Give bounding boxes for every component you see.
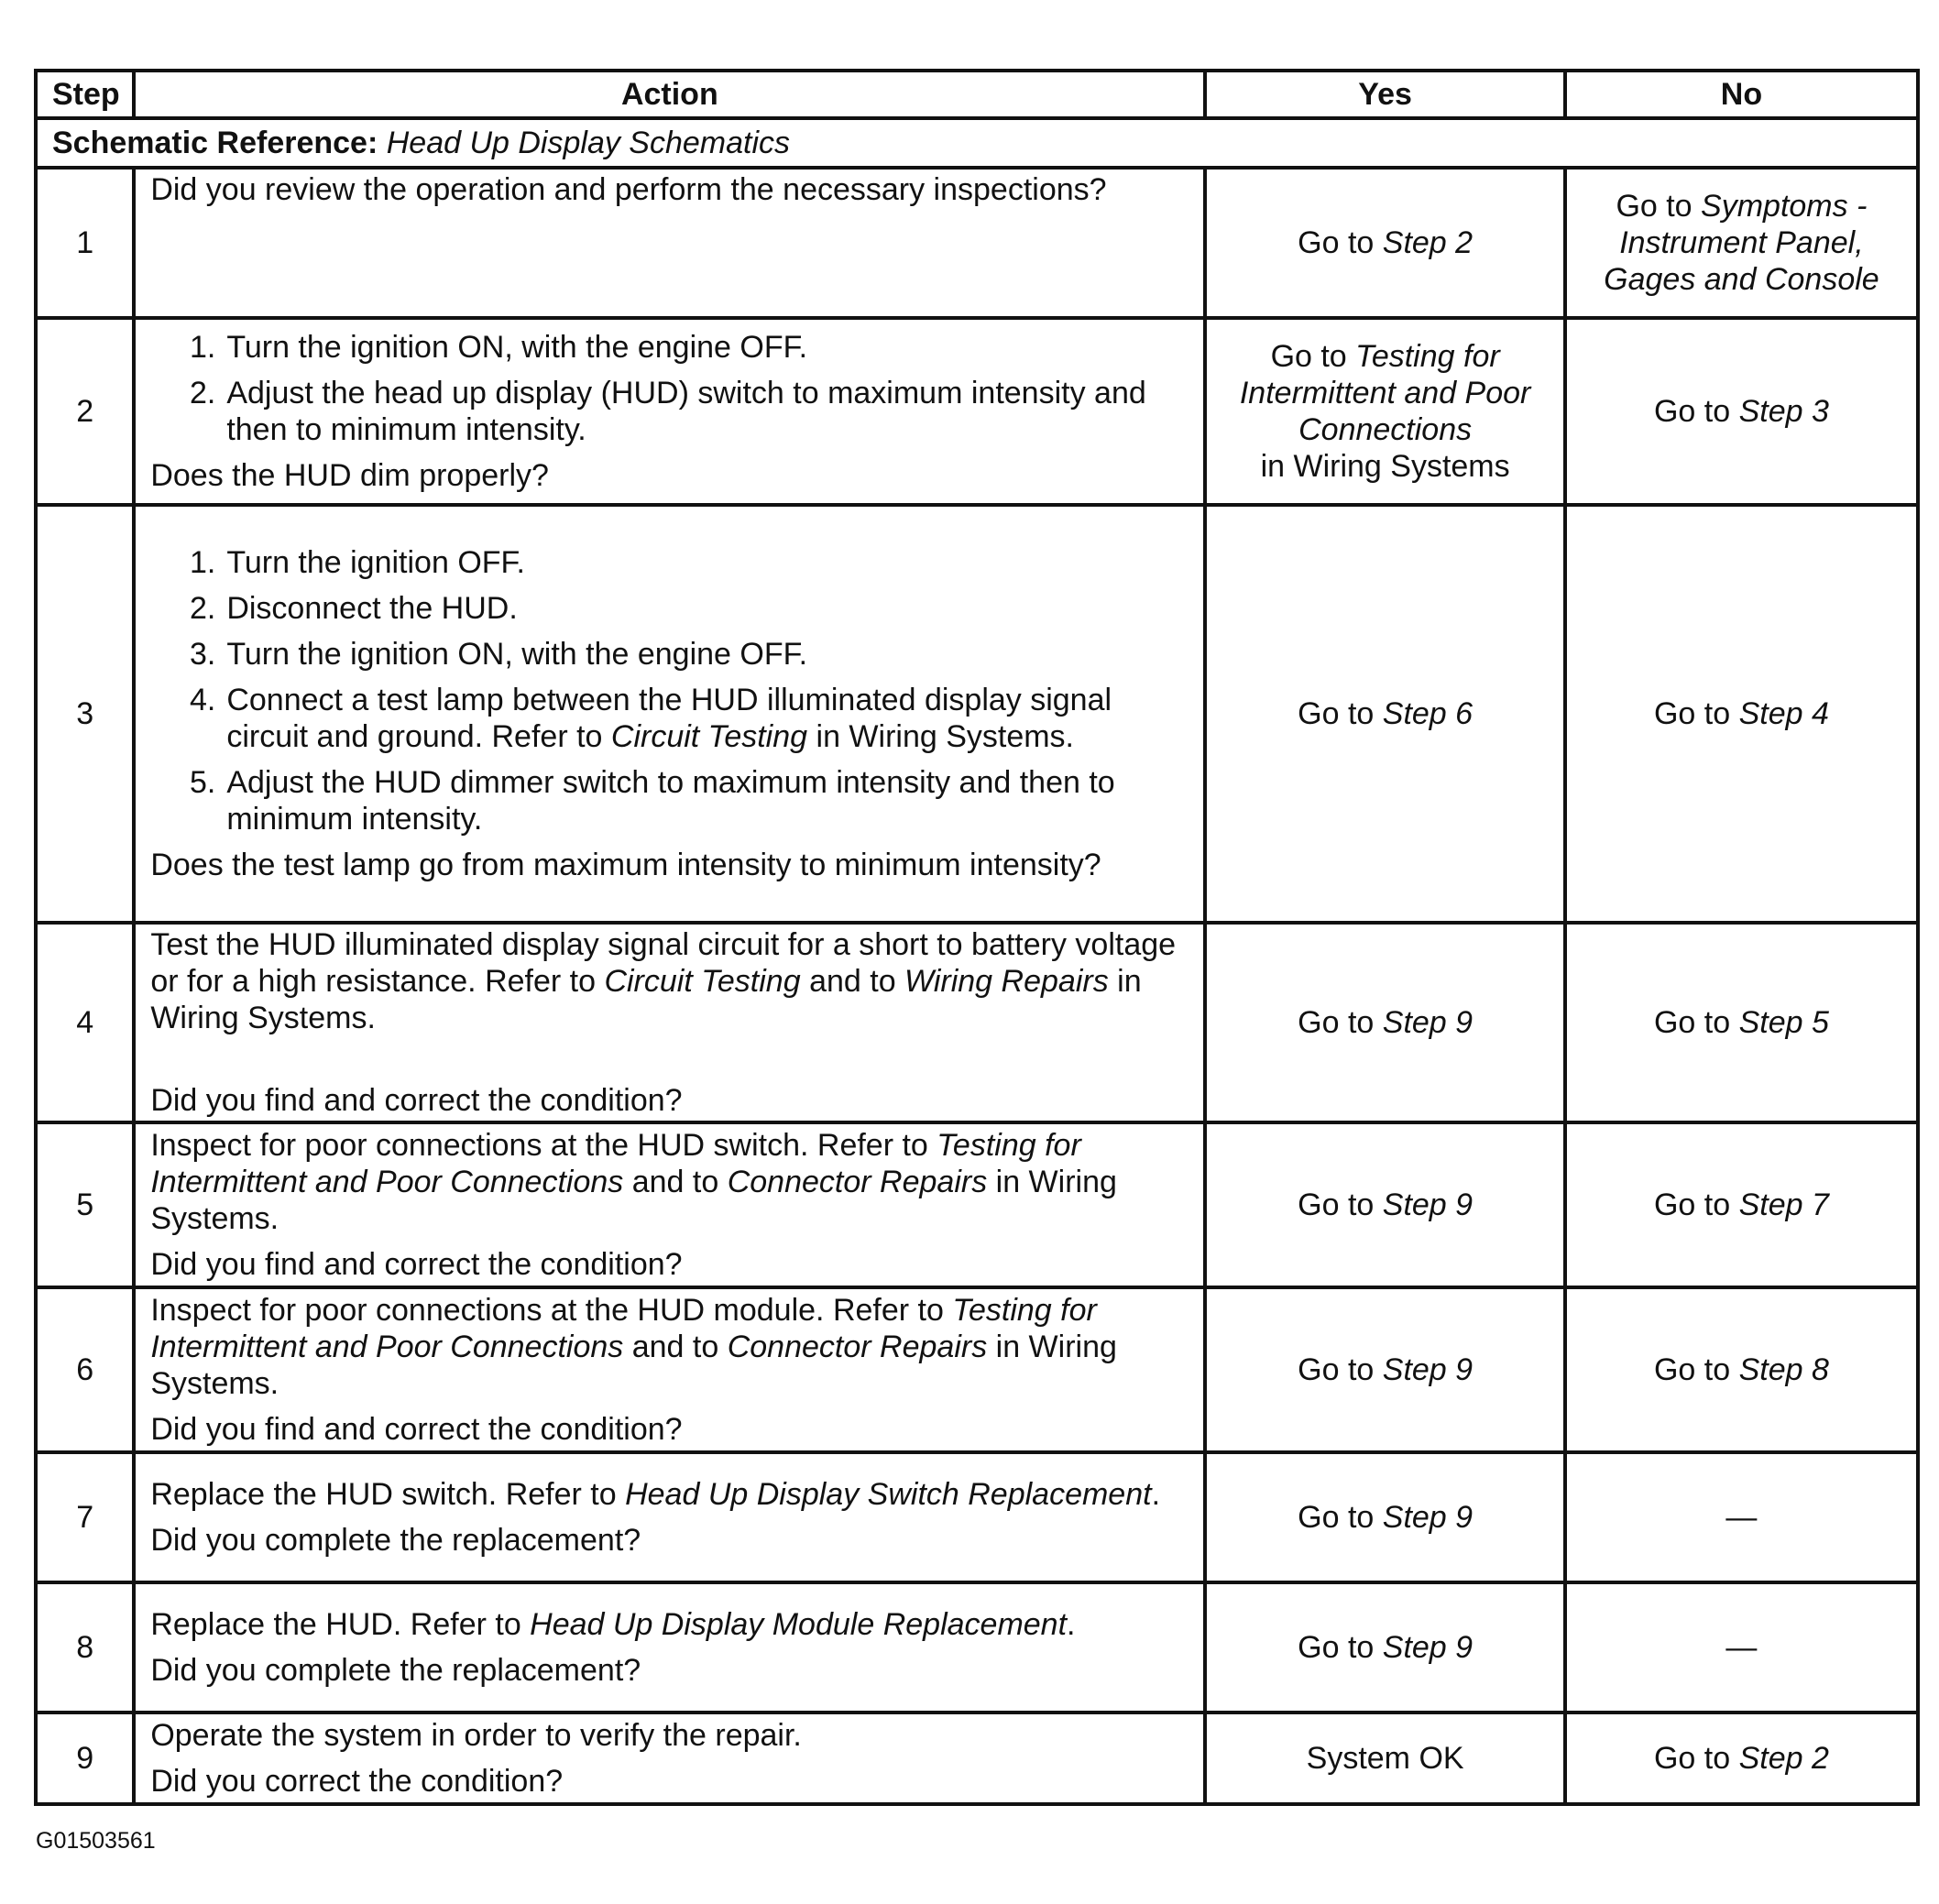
action-cell [134,923,1205,1122]
action-question: Did you complete the replacement? [150,1653,641,1688]
yes-suffix: in Wiring Systems [1260,449,1510,484]
yes-prefix: Go to [1298,1630,1383,1665]
header-action: Action [134,71,1205,118]
no-prefix: Go to [1653,1741,1739,1776]
action-cell [134,168,1205,318]
list-item: 4. Connect a test lamp between the HUD illuminated display signal circuit and ground. Refer to Circuit Testing in Wiring Systems. [189,683,1112,754]
yes-cell [1205,1452,1564,1582]
no-link[interactable]: Step 5 [1738,1005,1829,1040]
action-text: Replace the HUD. Refer to Head Up Display Module Replacement. [150,1607,1076,1642]
no-link[interactable]: Step 2 [1738,1741,1829,1776]
no-cell [1565,923,1918,1122]
action-cell [134,1122,1205,1287]
action-list [150,329,1189,448]
action-link[interactable]: Connector Repairs [727,1165,988,1199]
list-item: 1. Turn the ignition OFF. [189,545,525,580]
yes-link[interactable]: Step 9 [1382,1352,1473,1387]
step-number: 7 [36,1452,134,1582]
step-number: 6 [36,1287,134,1452]
no-cell: — [1565,1582,1918,1713]
list-item: 1. Turn the ignition ON, with the engine OFF. [189,330,808,365]
header-yes: Yes [1205,71,1564,118]
action-cell [134,1452,1205,1582]
circuit-testing-link[interactable]: Circuit Testing [610,719,808,754]
yes-prefix: Go to [1298,1005,1383,1040]
no-link[interactable]: Step 4 [1738,696,1829,731]
schematic-link[interactable]: Head Up Display Schematics [386,126,791,160]
table-row [36,1713,1918,1804]
yes-cell [1205,318,1564,505]
action-text: Operate the system in order to verify the repair. [150,1718,802,1753]
no-link[interactable]: Step 7 [1738,1187,1829,1222]
no-prefix: Go to [1653,394,1739,429]
action-link[interactable]: Head Up Display Switch Replacement [625,1477,1152,1512]
action-text: Replace the HUD switch. Refer to Head Up Display Switch Replacement. [150,1477,1161,1512]
action-link[interactable]: Wiring Repairs [904,964,1109,999]
yes-cell: System OK [1205,1713,1564,1804]
no-cell [1565,318,1918,505]
yes-cell [1205,1287,1564,1452]
no-prefix: Go to [1653,1187,1739,1222]
action-cell [134,318,1205,505]
step-number: 1 [36,168,134,318]
header-no: No [1565,71,1918,118]
table-row [36,318,1918,505]
no-link[interactable]: Step 8 [1738,1352,1829,1387]
table-row [36,505,1918,923]
yes-link[interactable]: Step 9 [1382,1500,1473,1535]
yes-link[interactable]: Step 2 [1382,225,1473,260]
schematic-label: Schematic Reference: [52,126,378,160]
yes-cell [1205,505,1564,923]
yes-link[interactable]: Testing for Intermittent and Poor Connections [1239,339,1531,447]
schematic-reference [36,118,1918,168]
list-item: 3. Turn the ignition ON, with the engine OFF. [189,637,808,672]
yes-prefix: Go to [1298,1500,1383,1535]
schematic-reference-row [36,118,1918,168]
action-text: Test the HUD illuminated display signal circuit for a short to battery voltage or for a high resistance. Refer to Circuit Testing and to Wiring Repairs in Wiring Systems. [150,927,1177,1035]
no-prefix: Go to [1653,1005,1739,1040]
no-prefix: Go to [1653,696,1739,731]
yes-cell [1205,923,1564,1122]
yes-prefix: Go to [1298,1187,1383,1222]
action-link[interactable]: Testing for Intermittent and Poor Connections [150,1128,1081,1199]
no-link[interactable]: Symptoms - Instrument Panel, Gages and Console [1604,189,1879,297]
yes-link[interactable]: Step 9 [1382,1005,1473,1040]
action-text: Inspect for poor connections at the HUD module. Refer to Testing for Intermittent and Poor Connections and to Connector Repairs in Wiring Systems. [150,1293,1117,1401]
yes-prefix: Go to [1298,696,1383,731]
step-number: 5 [36,1122,134,1287]
step-number: 8 [36,1582,134,1713]
no-cell [1565,1122,1918,1287]
action-question: Did you find and correct the condition? [150,1412,683,1447]
no-cell [1565,1287,1918,1452]
table-row [36,1582,1918,1713]
no-prefix: Go to [1616,189,1702,224]
action-cell [134,1582,1205,1713]
step-number: 4 [36,923,134,1122]
step-number: 3 [36,505,134,923]
step-number: 9 [36,1713,134,1804]
action-question: Does the test lamp go from maximum intensity to minimum intensity? [150,848,1101,882]
yes-prefix: Go to [1298,1352,1383,1387]
no-cell [1565,505,1918,923]
yes-prefix: Go to [1270,339,1356,374]
yes-prefix: Go to [1298,225,1383,260]
action-link[interactable]: Testing for Intermittent and Poor Connections [150,1293,1097,1364]
no-cell [1565,1713,1918,1804]
no-link[interactable]: Step 3 [1738,394,1829,429]
action-question: Did you find and correct the condition? [150,1083,683,1118]
yes-cell [1205,1582,1564,1713]
action-cell [134,1713,1205,1804]
table-row [36,923,1918,1122]
action-question: Did you find and correct the condition? [150,1247,683,1282]
no-cell: — [1565,1452,1918,1582]
action-question: Did you complete the replacement? [150,1523,641,1558]
list-item: 5. Adjust the HUD dimmer switch to maximum intensity and then to minimum intensity. [189,765,1115,837]
action-question: Did you correct the condition? [150,1764,564,1799]
step-number: 2 [36,318,134,505]
list-item: 2. Adjust the head up display (HUD) switch to maximum intensity and then to minimum intensity. [189,376,1146,447]
action-cell [134,505,1205,923]
no-cell [1565,168,1918,318]
header-row [36,71,1918,118]
yes-link[interactable]: Step 6 [1382,696,1473,731]
yes-link[interactable]: Step 9 [1382,1630,1473,1665]
list-item: 2. Disconnect the HUD. [189,591,518,626]
figure-id: G01503561 [36,1828,156,1854]
table-row [36,1452,1918,1582]
table-row [36,1287,1918,1452]
table-row [36,168,1918,318]
action-list [150,544,1189,837]
table-row [36,1122,1918,1287]
action-link[interactable]: Head Up Display Module Replacement [530,1607,1068,1642]
action-link[interactable]: Circuit Testing [604,964,801,999]
action-question: Does the HUD dim properly? [150,458,549,493]
action-cell [134,1287,1205,1452]
action-link[interactable]: Connector Repairs [727,1330,988,1364]
diagnostic-table [34,69,1920,1806]
yes-cell [1205,1122,1564,1287]
action-text: Inspect for poor connections at the HUD switch. Refer to Testing for Intermittent and Poor Connections and to Connector Repairs in Wiring Systems. [150,1128,1117,1236]
yes-link[interactable]: Step 9 [1382,1187,1473,1222]
yes-cell [1205,168,1564,318]
header-step: Step [36,71,134,118]
no-prefix: Go to [1653,1352,1739,1387]
action-text: Did you review the operation and perform the necessary inspections? [150,172,1107,207]
